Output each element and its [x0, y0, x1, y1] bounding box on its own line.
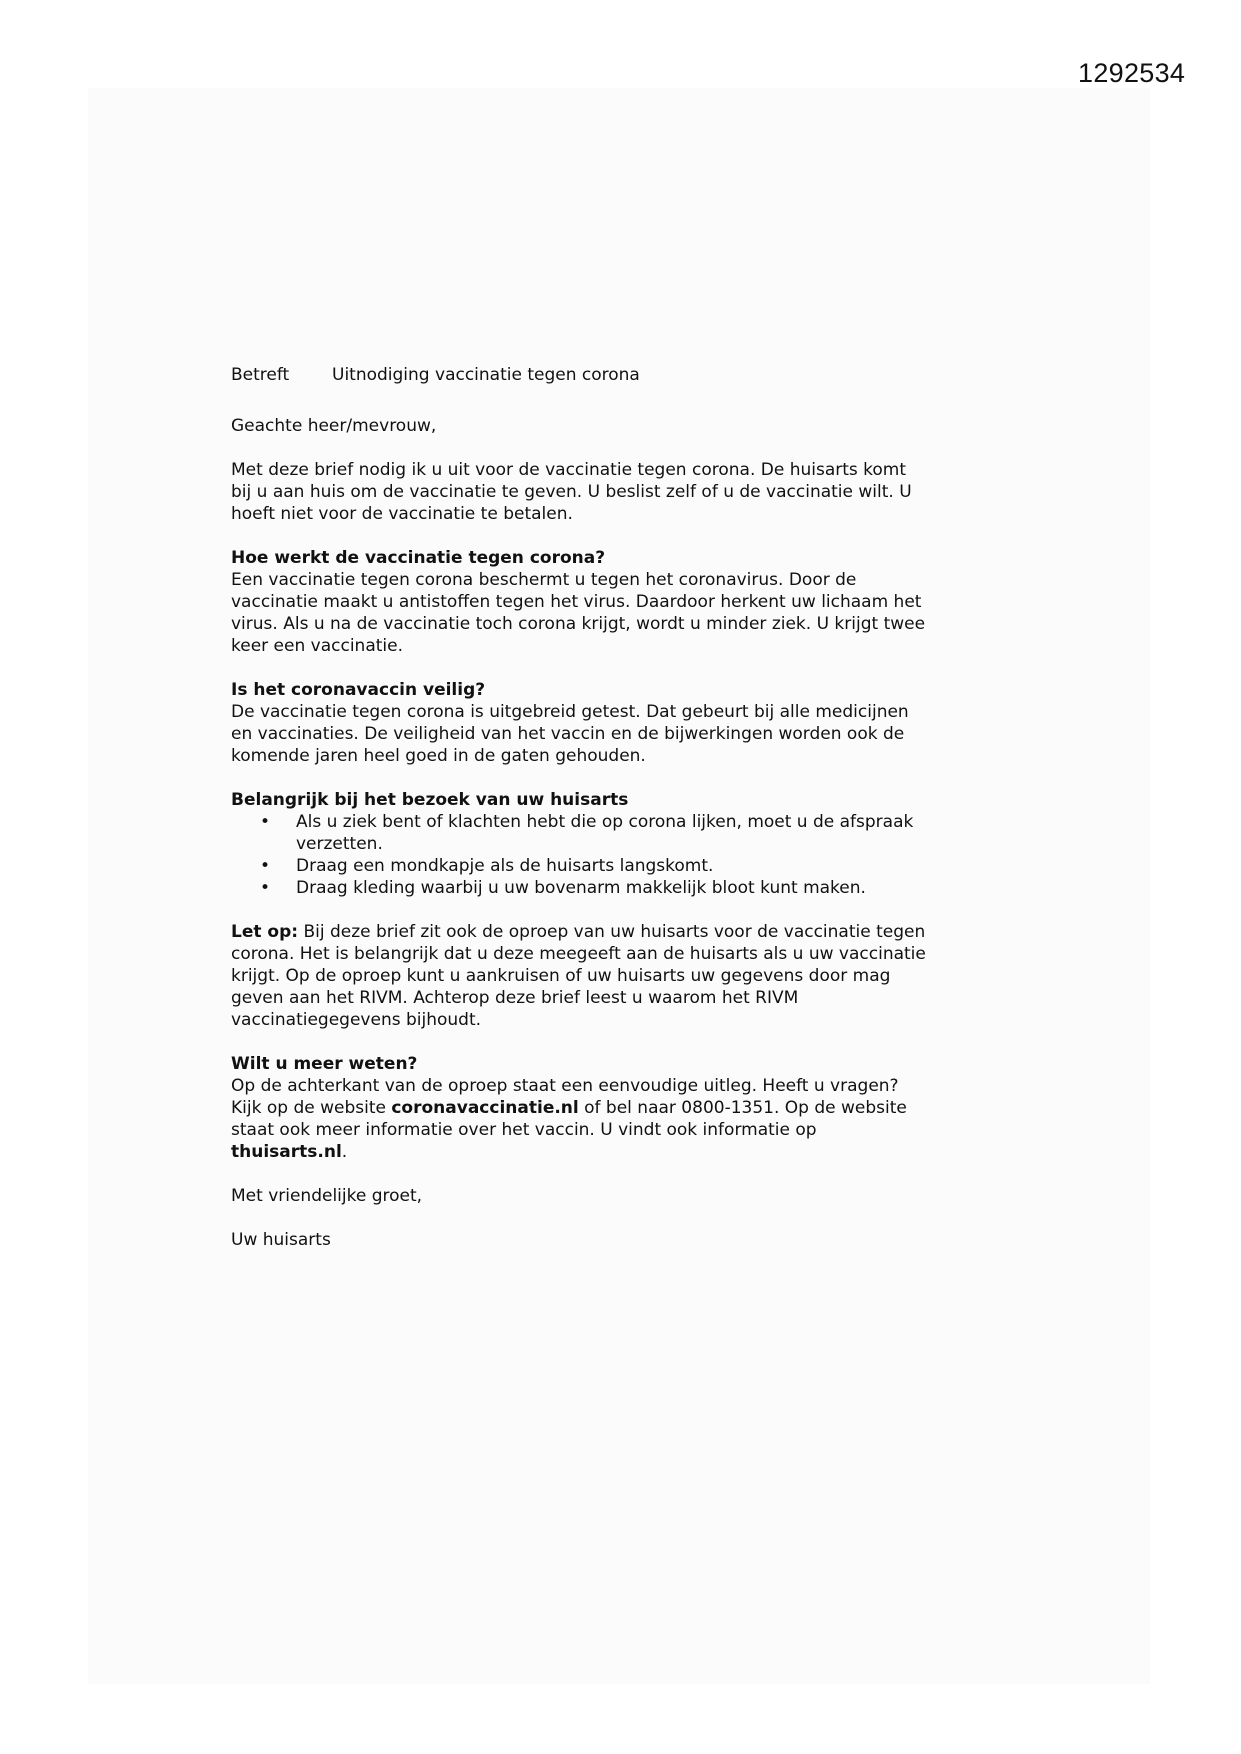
section-how-heading: Hoe werkt de vaccinatie tegen corona?	[231, 548, 606, 568]
section-how-body: Een vaccinatie tegen corona beschermt u tegen het coronavirus. Door de vaccinatie maakt u antistoffen tegen het virus. Daardoor herkent uw lichaam het virus. Als u na de vaccinatie toch corona krijgt, wordt u minder ziek. U krijgt twee keer een vaccinatie.	[231, 570, 926, 656]
section-safe-heading: Is het coronavaccin veilig?	[231, 680, 486, 700]
website-link-coronavaccinatie[interactable]: coronavaccinatie.nl	[391, 1098, 579, 1118]
intro-paragraph: Met deze brief nodig ik u uit voor de vaccinatie tegen corona. De huisarts komt bij u aan huis om de vaccinatie te geven. U beslist zelf of u de vaccinatie wilt. U hoeft niet voor de vaccinatie te betalen.	[231, 460, 912, 524]
letter-body	[231, 364, 931, 1273]
section-safe-body: De vaccinatie tegen corona is uitgebreid getest. Dat gebeurt bij alle medicijnen en vaccinaties. De veiligheid van het vaccin en de bijwerkingen worden ook de komende jaren heel goed in de gaten gehouden.	[231, 702, 909, 766]
website-link-thuisarts[interactable]: thuisarts.nl	[231, 1142, 342, 1162]
subject-label: Betreft	[231, 365, 290, 385]
section-more-info	[231, 1053, 931, 1163]
section-more-text-1: Op de achterkant van de oproep staat een eenvoudige uitleg. Heeft u vragen? Kijk op de website	[231, 1076, 899, 1118]
list-item: • Als u ziek bent of klachten hebt die op corona lijken, moet u de afspraak verzetten.	[296, 811, 931, 855]
closing: Met vriendelijke groet,	[231, 1186, 423, 1206]
note-paragraph	[231, 921, 931, 1031]
section-visit-heading: Belangrijk bij het bezoek van uw huisarts	[231, 790, 629, 810]
subject-value: Uitnodiging vaccinatie tegen corona	[332, 365, 640, 385]
note-label: Let op:	[231, 922, 299, 942]
signature: Uw huisarts	[231, 1230, 331, 1250]
list-item: • Draag kleding waarbij u uw bovenarm makkelijk bloot kunt maken.	[296, 877, 931, 899]
visit-bullet-list	[231, 811, 931, 899]
section-more-text-3: .	[341, 1142, 348, 1162]
note-body: Bij deze brief zit ook de oproep van uw huisarts voor de vaccinatie tegen corona. Het is belangrijk dat u deze meegeeft aan de huisarts als u uw vaccinatie krijgt. Op de oproep kunt u aankruisen of uw huisarts uw gegevens door mag geven aan het RIVM. Achterop deze brief leest u waarom het RIVM vaccinatiegegevens bijhoudt.	[231, 922, 926, 1030]
section-more-heading: Wilt u meer weten?	[231, 1054, 418, 1074]
subject-line	[231, 364, 931, 386]
section-more-text-2: of bel naar 0800-1351. Op de website staat ook meer informatie over het vaccin. U vindt ook informatie op	[231, 1098, 907, 1140]
salutation: Geachte heer/mevrouw,	[231, 416, 437, 436]
document-number: 1292534	[1078, 58, 1186, 88]
section-how-it-works	[231, 547, 931, 657]
list-item: • Draag een mondkapje als de huisarts langskomt.	[296, 855, 931, 877]
section-visit	[231, 789, 931, 899]
section-safety	[231, 679, 931, 767]
